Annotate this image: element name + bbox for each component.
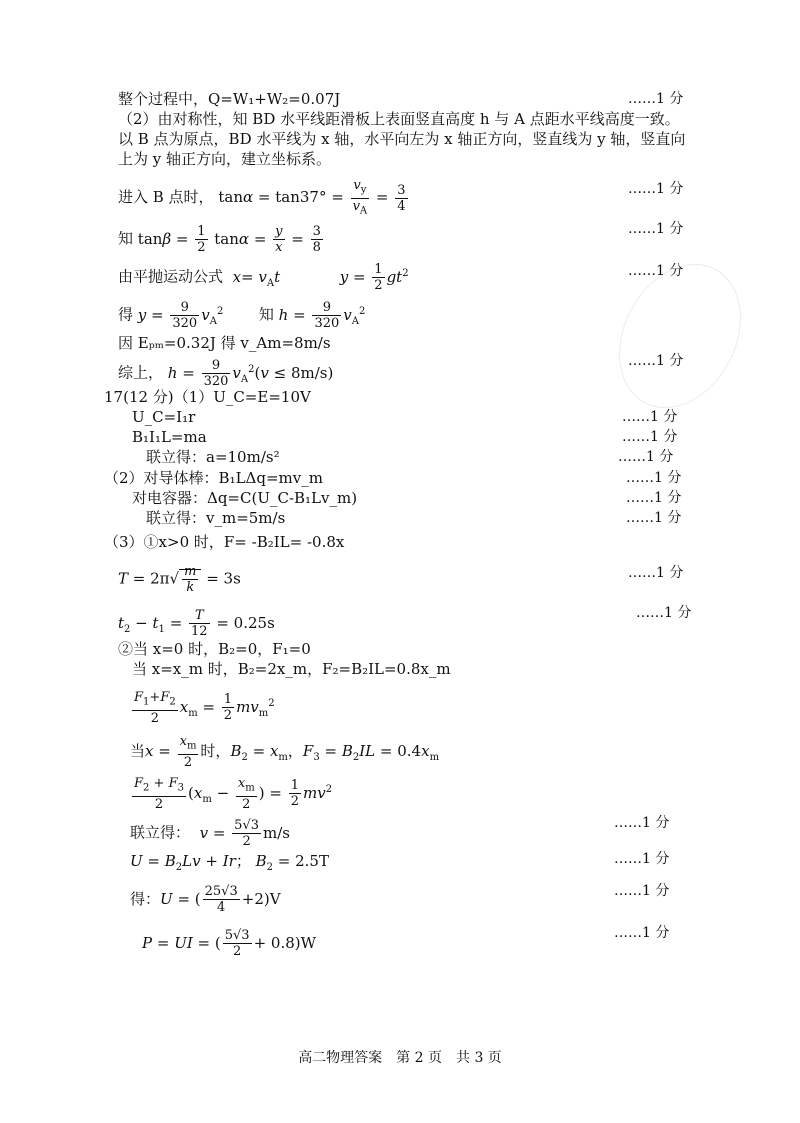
projectile-y-formula: y = $\frac{1}{2}$ $gt^2$: [339, 262, 409, 293]
line-rod: （2）对导体棒：B₁LΔq=mv_m: [104, 469, 323, 487]
line-symmetry: （2）由对称性，知 BD 水平线距滑板上表面竖直高度 h 与 A 点距水平线高度一致。: [118, 110, 680, 128]
y-formula: y = $\frac{9}{320}$ $v_A^2$: [137, 300, 224, 331]
projectile-x-formula: $x= v_At$: [232, 267, 281, 289]
tan-alpha-formula: tanα = tan37° = $\frac{v_y}{v_A}$ = $\frac{3}{4}$: [218, 178, 406, 217]
energy-eq2-formula: $\frac{F_2 + F_3}{2}$ ($x_m$ − $\frac{x_m}{2}$ ) = $\frac{1}{2}$ $mv^2$: [134, 776, 333, 812]
line-total-heat: 整个过程中，Q=W₁+W₂=0.07J: [118, 90, 341, 108]
score-mark: ……1 分: [628, 565, 684, 581]
result-label: 得: [118, 305, 134, 324]
score-mark: ……1 分: [614, 925, 670, 941]
line-power: [142, 928, 316, 959]
line-newton: B₁I₁L=ma: [132, 428, 207, 446]
line-velocity: [130, 818, 290, 849]
score-mark: ……1 分: [626, 490, 682, 506]
line-period: [118, 564, 241, 595]
line-uc: U_C=I₁r: [132, 408, 196, 426]
tan-beta-label: 知: [118, 229, 134, 248]
line-time: [118, 608, 275, 639]
score-mark: ……1 分: [636, 605, 692, 621]
line-xm: 当 x=x_m 时，B₂=2x_m，F₂=B₂IL=0.8x_m: [132, 660, 451, 678]
score-mark: ……1 分: [622, 409, 678, 425]
line-coordinate-2: 上为 y 轴正方向，建立坐标系。: [118, 150, 332, 168]
line-q17-part1: 17(12 分)（1）U_C=E=10V: [104, 388, 311, 406]
line-accel: 联立得：a=10m/s²: [146, 448, 280, 466]
velocity-label: 联立得：: [130, 823, 191, 842]
power-formula: P = UI = ( $\frac{5√3}{2}$ + 0.8)W: [142, 928, 317, 959]
period-formula: T = 2π√ $\frac{m}{k}$ = 3s: [118, 564, 241, 595]
score-mark: ……1 分: [628, 91, 684, 107]
line-energy-eq1: [130, 690, 275, 726]
line-energy-eq2: [130, 776, 332, 812]
h-formula: h = $\frac{9}{320}$ $v_A^2$: [278, 300, 366, 331]
line-result-y: [118, 300, 365, 331]
line-tan-beta: [118, 224, 325, 255]
line-x0: ②当 x=0 时，B₂=0，F₁=0: [118, 640, 311, 658]
voltage-eq-formula: $U = B_2Lv + Ir$； $B_2 = 2.5T$: [130, 852, 329, 873]
enter-b-label: 进入 B 点时，: [118, 188, 214, 207]
line-summary: [118, 358, 333, 389]
energy-eq1-formula: $\frac{F_1+F_2}{2}$ $x_m$ = $\frac{1}{2}$ $mv_m^2$: [134, 690, 275, 726]
projectile-label: 由平抛运动公式: [118, 267, 224, 286]
voltage-formula: 得：U = ( $\frac{25√3}{4}$ +2)V: [130, 884, 281, 915]
score-mark: ……1 分: [614, 883, 670, 899]
score-mark: ……1 分: [628, 181, 684, 197]
line-energy: 因 Eₚₘ=0.32J 得 v_Am=8m/s: [118, 334, 331, 352]
score-mark: ……1 分: [626, 510, 682, 526]
time-formula: $t_2 - t_1$ = $\frac{T}{12}$ = 0.25s: [118, 608, 275, 639]
score-mark: ……1 分: [614, 851, 670, 867]
score-mark: ……1 分: [628, 263, 684, 279]
line-half-xm: [130, 734, 439, 770]
line-enter-b: [118, 178, 410, 218]
h-label: 知: [258, 305, 274, 324]
score-mark: ……1 分: [618, 449, 674, 465]
tan-beta-formula: tanβ = $\frac{1}{2}$ tanα = $\frac{y}{x}$ = $\frac{3}{8}$: [137, 224, 321, 255]
half-xm-formula: 当x = $\frac{x_m}{2}$ 时，$B_2 = x_m$，$F_3 = B_2IL = 0.4x_m$: [130, 734, 440, 770]
line-force: （3）①x>0 时，F= -B₂IL= -0.8x: [104, 533, 345, 551]
score-mark: ……1 分: [622, 429, 678, 445]
summary-formula: h = $\frac{9}{320}$ $v_A^2(v \le 8m/s)$: [167, 358, 334, 389]
line-voltage-eq: [130, 852, 329, 877]
score-mark: ……1 分: [628, 221, 684, 237]
velocity-formula: v = $\frac{5√3}{2}$ m/s: [199, 818, 290, 849]
line-projectile: [118, 262, 409, 293]
line-capacitor: 对电容器：Δq=C(U_C-B₁Lv_m): [132, 489, 358, 507]
score-mark: ……1 分: [626, 470, 682, 486]
score-mark: ……1 分: [628, 353, 684, 369]
line-vm: 联立得：v_m=5m/s: [146, 509, 286, 527]
summary-label: 综上，: [118, 363, 164, 382]
score-mark: ……1 分: [614, 815, 670, 831]
page-footer: 高二物理答案 第 2 页 共 3 页: [298, 1050, 502, 1066]
line-coordinate-1: 以 B 点为原点，BD 水平线为 x 轴，水平向左为 x 轴正方向，竖直线为 y 轴，竖直向: [118, 130, 686, 148]
line-voltage: [130, 884, 281, 915]
